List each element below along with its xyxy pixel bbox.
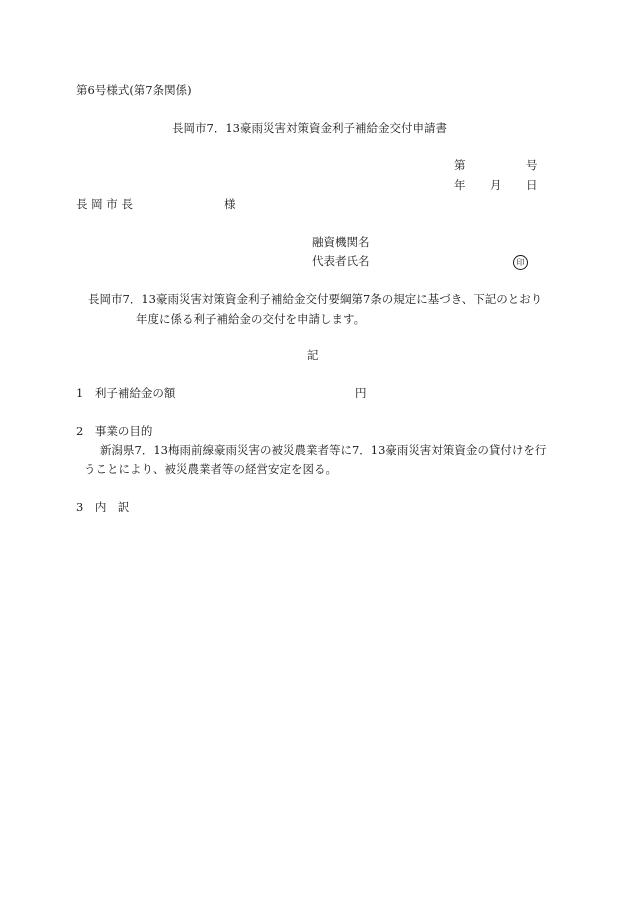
item3-label: 3 内 訳 xyxy=(76,500,130,514)
addressee-honorific: 様 xyxy=(224,197,236,211)
body-line-1: 長岡市7．13豪雨災害対策資金利子補給金交付要綱第7条の規定に基づき、下記のとおり xyxy=(88,292,543,306)
representative-label: 代表者氏名 xyxy=(312,254,370,268)
form-number: 第6号様式(第7条関係) xyxy=(76,83,192,97)
addressee-name: 長 岡 市 長 xyxy=(76,197,133,211)
institution-label: 融資機関名 xyxy=(312,235,370,249)
date-day: 日 xyxy=(526,178,538,192)
ki-heading: 記 xyxy=(307,348,319,362)
item2-line-2: うことにより、被災農業者等の経営安定を図る。 xyxy=(84,462,337,476)
item1-label: 1 利子補給金の額 xyxy=(76,386,176,400)
date-year: 年 xyxy=(454,178,466,192)
document-title: 長岡市7．13豪雨災害対策資金利子補給金交付申請書 xyxy=(172,121,447,135)
seal-mark: 印 xyxy=(513,255,528,270)
item2-line-1: 新潟県7．13梅雨前線豪雨災害の被災農業者等に7．13豪雨災害対策資金の貸付けを行 xyxy=(100,443,547,457)
body-line-2: 年度に係る利子補給金の交付を申請します。 xyxy=(136,312,366,326)
doc-number-dai: 第 xyxy=(454,158,466,172)
date-month: 月 xyxy=(490,178,502,192)
doc-number-go: 号 xyxy=(526,158,538,172)
item2-label: 2 事業の目的 xyxy=(76,424,153,438)
item1-unit: 円 xyxy=(355,386,367,400)
